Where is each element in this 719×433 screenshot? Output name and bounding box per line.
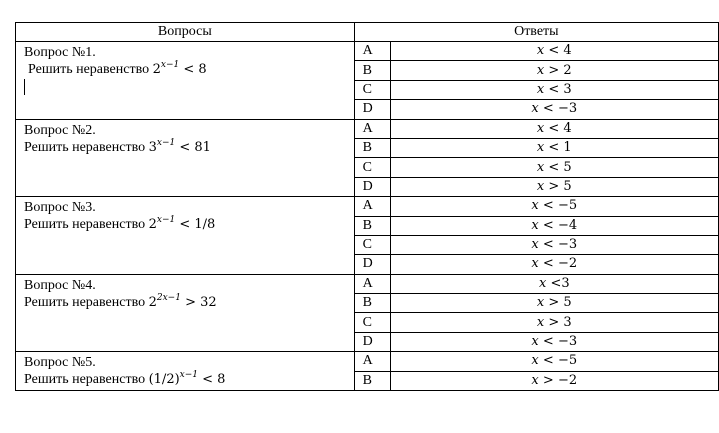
expr-exponent: 2x−1 bbox=[156, 292, 181, 303]
answer-value bbox=[390, 80, 718, 99]
answer-expression: x < 4 bbox=[536, 43, 572, 59]
expr-exponent: x−1 bbox=[156, 215, 176, 226]
answer-value bbox=[390, 255, 718, 274]
answer-letter: A bbox=[354, 274, 390, 293]
quiz-body bbox=[16, 42, 719, 391]
answer-row bbox=[16, 274, 719, 293]
answer-expression: x > −2 bbox=[531, 372, 578, 388]
expr-rest: < 8 bbox=[198, 372, 226, 388]
answer-row bbox=[16, 119, 719, 138]
answer-value bbox=[390, 332, 718, 351]
answer-value bbox=[390, 371, 718, 390]
answer-row bbox=[16, 42, 719, 61]
answer-expression: x < −5 bbox=[531, 353, 578, 369]
text-cursor bbox=[24, 79, 25, 95]
question-prompt: Решить неравенство bbox=[24, 139, 146, 155]
expr-rest: < 81 bbox=[175, 139, 211, 155]
question-text bbox=[24, 139, 354, 156]
answer-value bbox=[390, 158, 718, 177]
answer-letter: C bbox=[354, 158, 390, 177]
expr-exponent: x−1 bbox=[179, 370, 199, 381]
answer-expression: x < −3 bbox=[531, 101, 578, 117]
answer-value bbox=[390, 42, 718, 61]
question-cell bbox=[16, 197, 355, 275]
answer-expression: x > 3 bbox=[536, 314, 572, 330]
answer-value bbox=[390, 138, 718, 157]
answer-letter: B bbox=[354, 216, 390, 235]
question-prompt: Решить неравенство bbox=[24, 294, 146, 310]
answer-letter: B bbox=[354, 294, 390, 313]
answer-expression: x < −3 bbox=[531, 334, 578, 350]
answer-letter: A bbox=[354, 42, 390, 61]
expr-exponent: x−1 bbox=[160, 60, 180, 70]
answer-letter: C bbox=[354, 235, 390, 254]
answer-value bbox=[390, 352, 718, 371]
expr-rest: > 32 bbox=[180, 294, 217, 310]
header-row bbox=[16, 23, 719, 42]
answer-expression: x > 5 bbox=[536, 178, 572, 194]
expr-rest: < 1/8 bbox=[175, 217, 216, 233]
answer-row bbox=[16, 352, 719, 371]
question-text bbox=[24, 61, 354, 78]
answer-value bbox=[390, 274, 718, 293]
answer-value bbox=[390, 197, 718, 216]
answer-row bbox=[16, 197, 719, 216]
answer-letter: B bbox=[354, 138, 390, 157]
question-title: Вопрос №2. bbox=[24, 122, 96, 138]
question-title: Вопрос №3. bbox=[24, 200, 96, 216]
question-title: Вопрос №4. bbox=[24, 277, 96, 293]
answer-expression: x < 1 bbox=[536, 140, 572, 156]
answer-expression: x > 5 bbox=[536, 295, 572, 311]
answer-value bbox=[390, 100, 718, 119]
quiz-table bbox=[15, 22, 719, 391]
question-title: Вопрос №1. bbox=[24, 45, 96, 60]
question-text bbox=[24, 371, 354, 388]
question-expression bbox=[149, 372, 226, 387]
answer-letter: B bbox=[354, 371, 390, 390]
question-prompt: Решить неравенство bbox=[24, 372, 146, 388]
answers-header: Ответы bbox=[354, 23, 718, 42]
answer-letter: A bbox=[354, 119, 390, 138]
answer-expression: x < −5 bbox=[531, 198, 578, 214]
answer-expression: x < 4 bbox=[536, 120, 572, 136]
answer-value bbox=[390, 235, 718, 254]
expr-base: 2 bbox=[148, 294, 157, 310]
question-title: Вопрос №5. bbox=[24, 355, 96, 371]
question-text bbox=[24, 294, 354, 311]
questions-header: Вопросы bbox=[16, 23, 355, 42]
question-prompt: Решить неравенство bbox=[28, 62, 150, 77]
expr-base: 2 bbox=[148, 217, 157, 233]
answer-value bbox=[390, 61, 718, 80]
answer-letter: B bbox=[354, 61, 390, 80]
answer-expression: x <3 bbox=[538, 275, 570, 291]
answer-letter: C bbox=[354, 80, 390, 99]
answer-expression: x < 3 bbox=[536, 81, 572, 97]
answer-letter: D bbox=[354, 255, 390, 274]
question-cell bbox=[16, 119, 355, 197]
answer-expression: x < −4 bbox=[531, 217, 578, 233]
question-expression bbox=[149, 217, 216, 232]
answer-expression: x > 2 bbox=[536, 62, 572, 78]
answer-letter: D bbox=[354, 100, 390, 119]
expr-base: 2 bbox=[152, 62, 161, 77]
question-cell bbox=[16, 42, 355, 120]
answer-value bbox=[390, 119, 718, 138]
question-expression bbox=[148, 292, 217, 310]
answer-letter: C bbox=[354, 313, 390, 332]
answer-letter: A bbox=[354, 352, 390, 371]
question-cell bbox=[16, 274, 355, 352]
expr-base: 3 bbox=[148, 139, 157, 155]
question-prompt: Решить неравенство bbox=[24, 217, 146, 233]
answer-value bbox=[390, 294, 718, 313]
answer-letter: A bbox=[354, 197, 390, 216]
answer-letter: D bbox=[354, 332, 390, 351]
answer-expression: x < −3 bbox=[531, 237, 578, 253]
answer-expression: x < 5 bbox=[536, 159, 572, 175]
expr-base: (1/2) bbox=[148, 372, 180, 388]
question-expression bbox=[148, 137, 211, 155]
answer-value bbox=[390, 313, 718, 332]
expr-rest: < 8 bbox=[179, 62, 207, 77]
answer-value bbox=[390, 216, 718, 235]
answer-letter: D bbox=[354, 177, 390, 196]
expr-exponent: x−1 bbox=[156, 137, 176, 148]
answer-value bbox=[390, 177, 718, 196]
question-cell bbox=[16, 352, 355, 391]
answer-expression: x < −2 bbox=[531, 256, 578, 272]
question-expression bbox=[153, 62, 207, 77]
question-text bbox=[24, 216, 354, 233]
